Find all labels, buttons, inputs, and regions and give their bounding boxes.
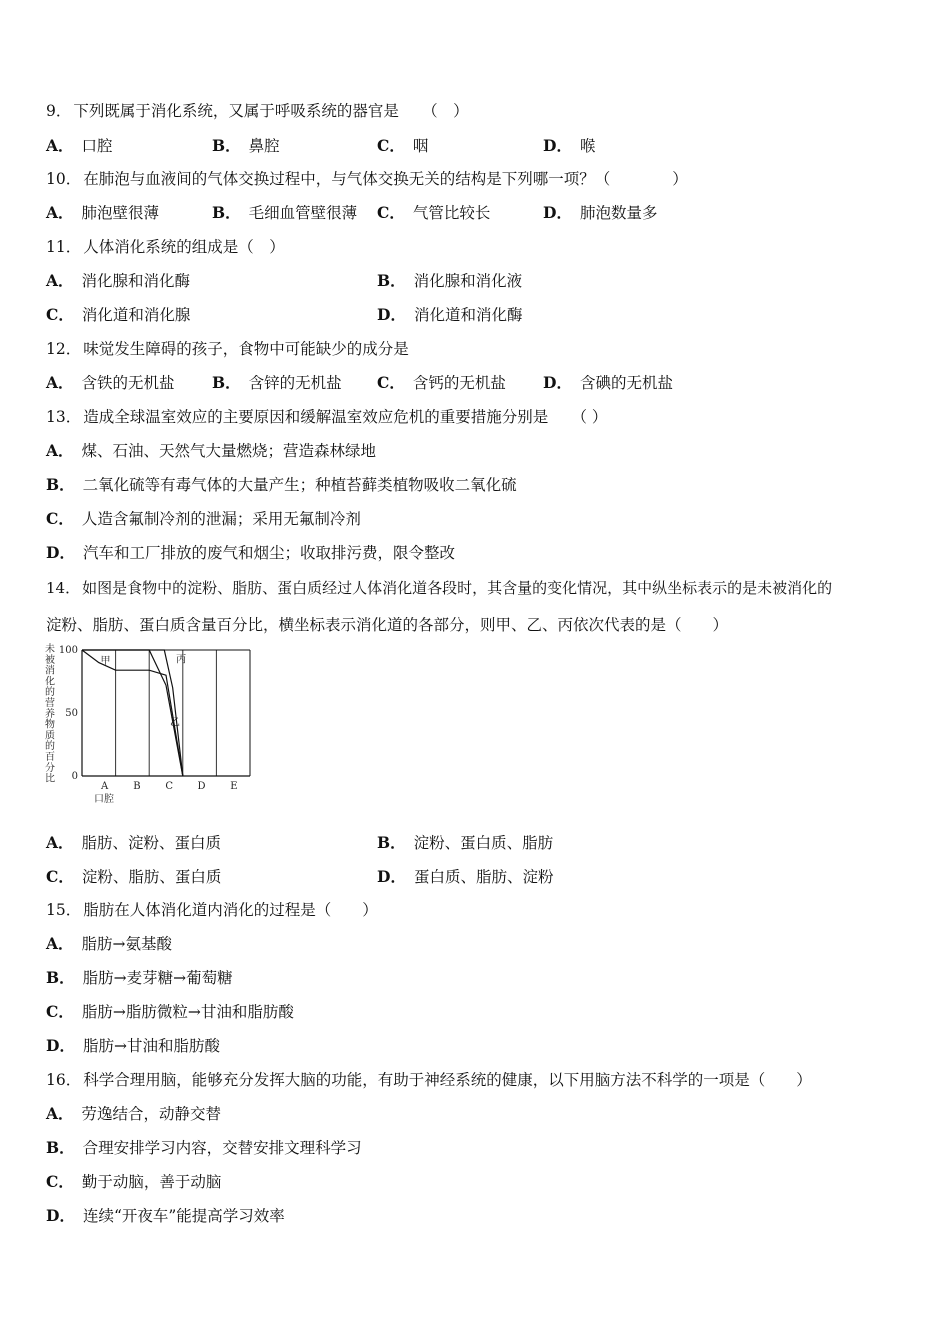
option-d: D． 脂肪→甘油和脂肪酸: [46, 1036, 220, 1055]
question-9-stem: [46, 101, 469, 121]
question-number: 16．: [46, 1071, 82, 1089]
option-c: C． 人造含氟制冷剂的泄漏；采用无氟制冷剂: [46, 509, 361, 528]
y-ticks: [59, 645, 78, 782]
option-b: B． 脂肪→麦芽糖→葡萄糖: [46, 968, 233, 987]
option-d: D． 肺泡数量多: [543, 203, 658, 222]
x-tick-label: E: [230, 781, 238, 792]
question-12-stem: [46, 339, 409, 359]
series-line-乙: [82, 650, 183, 776]
question-number: 14．: [46, 579, 81, 597]
x-tick-label: D: [197, 781, 206, 792]
question-number: 15．: [46, 901, 82, 919]
question-text: 科学合理用脑，能够充分发挥大脑的功能，有助于神经系统的健康，以下用脑方法不科学的一项是（ ）: [83, 1071, 812, 1089]
option-b: B． 合理安排学习内容，交替安排文理科学习: [46, 1138, 362, 1157]
y-label-char: 被: [45, 654, 55, 666]
question-text: 下列既属于消化系统，又属于呼吸系统的器官是 （ ）: [73, 102, 469, 120]
question-number: 9．: [46, 102, 72, 120]
option-d: D． 蛋白质、脂肪、淀粉: [377, 867, 554, 886]
y-label-char: 营: [45, 698, 55, 709]
y-axis-label: [45, 642, 55, 785]
series-line-甲: [82, 650, 183, 776]
option-a: A． 劳逸结合，动静交替: [46, 1104, 222, 1123]
y-label-char: 未: [45, 644, 55, 655]
question-15-stem: [46, 900, 378, 920]
y-label-char: 百: [45, 752, 55, 763]
question-number: 12．: [46, 340, 82, 358]
question-14-stem-continued: 淀粉、脂肪、蛋白质含量百分比，横坐标表示消化道的各部分，则甲、乙、丙依次代表的是（ ）: [46, 616, 729, 634]
question-text: 脂肪在人体消化道内消化的过程是（ ）: [83, 901, 378, 919]
question-10-stem: [46, 169, 688, 189]
option-c: C． 消化道和消化腺: [46, 305, 191, 324]
y-label-char: 养: [45, 708, 55, 720]
option-c: C． 含钙的无机盐: [377, 373, 506, 392]
option-c: C． 脂肪→脂肪微粒→甘油和脂肪酸: [46, 1002, 294, 1021]
option-a: A． 含铁的无机盐: [46, 373, 175, 392]
series-label: 乙: [170, 717, 181, 729]
series-label: 甲: [100, 655, 111, 667]
option-a: A． 脂肪、淀粉、蛋白质: [46, 833, 222, 852]
x-ticks: [100, 781, 238, 792]
option-a: A． 口腔: [46, 136, 113, 155]
x-tick-label: B: [133, 781, 141, 792]
series-lines: [82, 650, 186, 776]
question-14-stem: [46, 578, 832, 598]
x-tick-label: A: [100, 781, 109, 792]
question-text: 人体消化系统的组成是（ ）: [83, 238, 285, 256]
option-a: A． 脂肪→氨基酸: [46, 934, 173, 953]
y-label-char: 分: [45, 762, 55, 774]
y-tick-label: 0: [71, 771, 78, 782]
x-category-note: 口腔: [94, 794, 114, 805]
option-b: B． 毛细血管壁很薄: [212, 203, 358, 222]
option-b: B． 淀粉、蛋白质、脂肪: [377, 833, 554, 852]
question-number: 11．: [46, 238, 82, 256]
option-b: B． 消化腺和消化液: [377, 271, 523, 290]
y-tick-label: 50: [65, 708, 78, 719]
y-label-char: 物: [45, 719, 55, 731]
option-d: D． 消化道和消化酶: [377, 305, 523, 324]
question-number: 10．: [46, 170, 82, 188]
question-text: 味觉发生障碍的孩子，食物中可能缺少的成分是: [83, 340, 409, 358]
option-a: A． 消化腺和消化酶: [46, 271, 191, 290]
option-d: D． 连续“开夜车”能提高学习效率: [46, 1206, 285, 1225]
option-b: B． 二氧化硫等有毒气体的大量产生；种植苔藓类植物吸收二氧化硫: [46, 475, 517, 494]
option-d: D． 含碘的无机盐: [543, 373, 673, 392]
x-tick-label: C: [165, 781, 174, 792]
question-text: 如图是食物中的淀粉、脂肪、蛋白质经过人体消化道各段时，其含量的变化情况，其中纵坐标表示的是未被消化的: [82, 579, 833, 597]
option-c: C． 咽: [377, 136, 429, 155]
y-label-char: 的: [45, 687, 55, 699]
question-text: 造成全球温室效应的主要原因和缓解温室效应危机的重要措施分别是 （ ）: [83, 408, 608, 426]
option-a: A． 煤、石油、天然气大量燃烧；营造森林绿地: [46, 441, 377, 460]
option-c: C． 勤于动脑，善于动脑: [46, 1172, 222, 1191]
digestion-chart: [44, 642, 264, 807]
option-d: D． 喉: [543, 136, 596, 155]
question-text: 在肺泡与血液间的气体交换过程中，与气体交换无关的结构是下列哪一项？（ ）: [83, 170, 688, 188]
option-a: A． 肺泡壁很薄: [46, 203, 160, 222]
series-label: 丙: [176, 654, 187, 666]
series-line-丙: [82, 650, 183, 776]
y-label-char: 的: [45, 741, 55, 753]
question-16-stem: [46, 1070, 812, 1090]
question-number: 13．: [46, 408, 82, 426]
option-b: B． 鼻腔: [212, 136, 280, 155]
axes: [82, 650, 250, 776]
region-dividers: [116, 650, 217, 776]
option-c: C． 淀粉、脂肪、蛋白质: [46, 867, 222, 886]
y-label-char: 化: [45, 676, 55, 688]
y-label-char: 质: [45, 730, 55, 742]
y-tick-label: 100: [58, 645, 78, 656]
option-d: D． 汽车和工厂排放的废气和烟尘；收取排污费，限令整改: [46, 543, 455, 562]
y-label-char: 比: [45, 773, 55, 785]
question-11-stem: [46, 237, 285, 257]
y-label-char: 消: [45, 665, 55, 677]
option-c: C． 气管比较长: [377, 203, 491, 222]
question-13-stem: [46, 407, 607, 427]
option-b: B． 含锌的无机盐: [212, 373, 342, 392]
